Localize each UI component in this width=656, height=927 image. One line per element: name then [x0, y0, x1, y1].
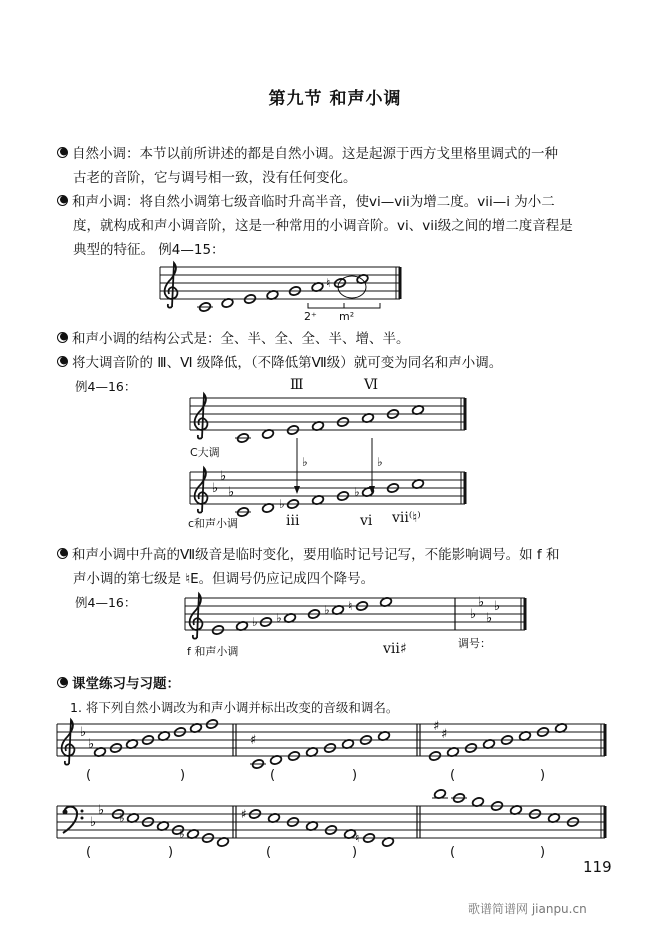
- interval-aug2: 2⁺: [304, 310, 317, 323]
- bass-clef-dot: [81, 817, 84, 820]
- answer-paren-close: ): [540, 768, 546, 783]
- accidental: ♭: [354, 485, 360, 499]
- answer-paren-open: (: [86, 768, 92, 783]
- roman-6: Ⅵ: [364, 377, 379, 393]
- key-signature-accidental: ♭: [228, 485, 235, 500]
- key-signature-accidental: ♭: [470, 607, 477, 622]
- accidental: ♮: [355, 831, 360, 845]
- section-title: 第九节 和声小调: [268, 89, 402, 109]
- paragraph-accidental: 和声小调中升高的Ⅶ级音是临时变化，要用临时记号记写，不能影响调号。如 f 和 声小调的第七级是 ♮E。但调号仍应记成四个降号。: [57, 543, 612, 591]
- treble-clef-icon: [165, 263, 178, 308]
- key-signature-label: 调号：: [458, 637, 491, 650]
- answer-paren-close: ): [540, 845, 546, 860]
- key-signature-accidental: ♭: [80, 725, 87, 740]
- degree-vii: vii⁽♮⁾: [392, 510, 421, 526]
- key-signature-accidental: ♭: [88, 737, 95, 752]
- key-signature-accidental: ♭: [486, 611, 493, 626]
- key-f-harmonic-minor: f 和声小调: [187, 645, 239, 658]
- answer-paren-open: (: [266, 845, 272, 860]
- key-signature-accidental: ♭: [478, 595, 485, 610]
- arrow-head: [294, 486, 300, 494]
- accidental: ♭: [179, 827, 185, 841]
- answer-paren-open: (: [270, 768, 276, 783]
- paragraph-harmonic-minor: 和声小调：将自然小调第七级音临时升高半音，使vi—vii为增二度。vii—i 为小二 度，就构成和声小调音阶，这是一种常用的小调音阶。vi、vii级之间的增二度音程是 典型的特征。 例4—15：: [57, 190, 612, 262]
- accidental: ♭: [324, 603, 330, 617]
- treble-clef-icon: [190, 594, 203, 639]
- paragraph-lower-degrees: 将大调音阶的 Ⅲ、Ⅵ 级降低，（不降低第Ⅶ级）就可变为同名和声小调。: [57, 351, 612, 375]
- page-number: 119: [583, 858, 612, 876]
- key-signature-accidental: ♭: [90, 815, 97, 830]
- key-c-major: C大调: [190, 446, 220, 459]
- interval-min2: m²: [339, 310, 355, 323]
- sharp-sign: ♯: [250, 733, 257, 748]
- answer-paren-close: ): [180, 768, 186, 783]
- key-signature-accidental: ♭: [98, 803, 105, 818]
- accidental: ♯: [241, 807, 247, 821]
- treble-clef-icon: [195, 394, 208, 439]
- watermark: 歌谱简谱网 jianpu.cn: [468, 902, 587, 916]
- answer-paren-close: ): [168, 845, 174, 860]
- treble-clef-icon: [195, 468, 208, 513]
- example-label: 例4—16：: [75, 379, 137, 394]
- accidental: ♭: [119, 811, 125, 825]
- key-c-harmonic-minor: c和声小调: [188, 517, 239, 530]
- accidental: ♭: [276, 611, 282, 625]
- accidental: ♭: [279, 497, 285, 511]
- answer-paren-close: ): [352, 845, 358, 860]
- sharp-sign: ♯: [433, 719, 440, 734]
- exercise-heading: 课堂练习与习题：: [57, 672, 612, 696]
- answer-paren-close: ): [352, 768, 358, 783]
- arrow-head: [369, 486, 375, 494]
- flat-sign: ♭: [302, 455, 308, 469]
- key-signature-accidental: ♭: [212, 481, 219, 496]
- key-signature-accidental: ♭: [494, 599, 501, 614]
- degree-vi: vi: [360, 513, 373, 529]
- flat-sign: ♭: [377, 455, 383, 469]
- answer-paren-open: (: [450, 845, 456, 860]
- sharp-sign: ♯: [441, 727, 448, 742]
- answer-paren-open: (: [450, 768, 456, 783]
- degree-vii-sharp: vii♯: [383, 641, 407, 657]
- paragraph-natural-minor: 自然小调：本节以前所讲述的都是自然小调。这是起源于西方戈里格里调式的一种 古老的音阶，它与调号相一致，没有任何变化。: [57, 142, 612, 190]
- roman-3: Ⅲ: [290, 377, 304, 393]
- exercise-item-1: 1. 将下列自然小调改为和声小调并标出改变的音级和调名。: [70, 700, 399, 715]
- paragraph-formula: 和声小调的结构公式是：全、半、全、全、半、增、半。: [57, 327, 612, 351]
- degree-iii: iii: [286, 513, 300, 529]
- accidental: ♮: [348, 599, 353, 613]
- accidental: ♮: [326, 276, 331, 290]
- bass-clef-icon: [63, 810, 68, 815]
- example-label: 例4—16：: [75, 595, 137, 610]
- treble-clef-icon: [62, 720, 75, 765]
- answer-paren-open: (: [86, 845, 92, 860]
- accidental: ♭: [252, 615, 258, 629]
- key-signature-accidental: ♭: [220, 469, 227, 484]
- bass-clef-dot: [81, 810, 84, 813]
